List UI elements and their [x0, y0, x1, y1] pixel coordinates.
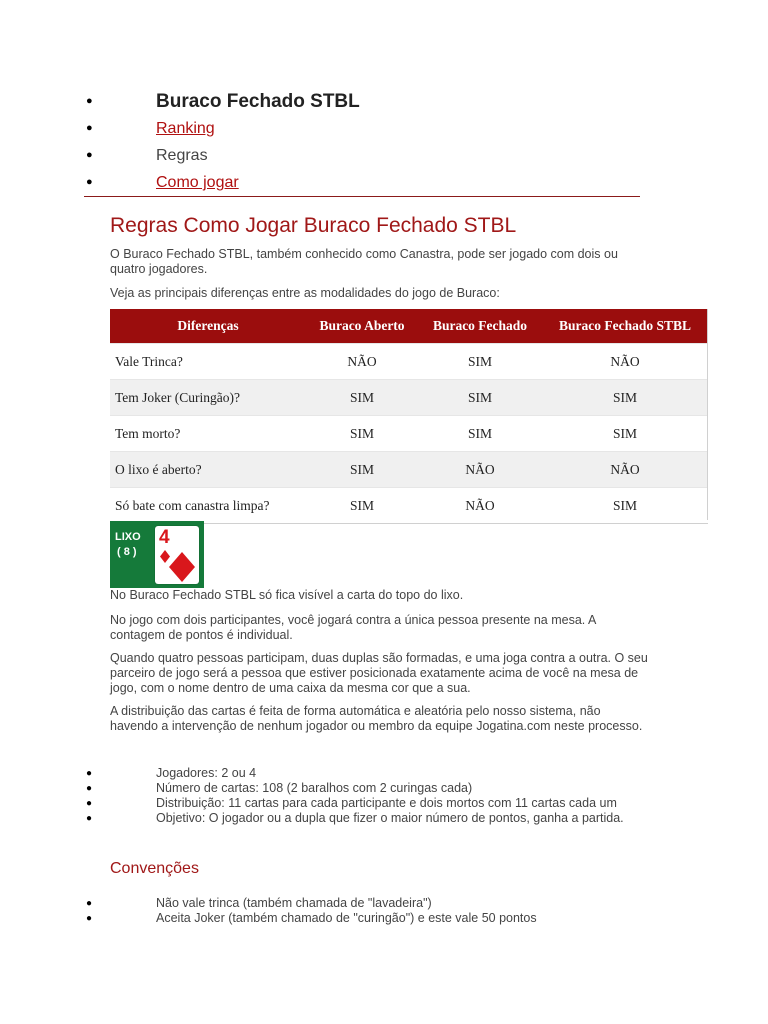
conventions-title: Convenções — [110, 860, 199, 877]
list-item-text: Jogadores: 2 ou 4 — [156, 766, 257, 780]
differences-table — [110, 309, 708, 524]
ranking-link[interactable]: Ranking — [156, 120, 215, 137]
table-header-cell: Buraco Fechado — [418, 309, 542, 344]
bullet-icon: ● — [86, 798, 93, 809]
nav-item-ranking — [84, 115, 640, 142]
list-item-text: Distribuição: 11 cartas para cada participante e dois mortos com 11 cartas cada um — [156, 796, 617, 810]
page-title: Regras Como Jogar Buraco Fechado STBL — [110, 214, 517, 237]
diamond-icon — [169, 552, 195, 582]
nav-item-como-jogar — [84, 169, 640, 196]
list-item — [84, 811, 674, 826]
main-content — [110, 212, 650, 240]
table-cell: SIM — [306, 488, 418, 524]
table-row — [110, 344, 708, 380]
table-header-cell: Diferenças — [110, 309, 306, 344]
table-cell: Tem Joker (Curingão)? — [110, 380, 306, 416]
distribution-paragraph: A distribuição das cartas é feita de forma automática e aleatória pelo nosso sistema, não havendo a intervenção de nenhum jogador ou membro da equipe Jogatina.com neste processo. — [110, 704, 643, 733]
table-cell: Vale Trinca? — [110, 344, 306, 380]
table-row — [110, 488, 708, 524]
two-players-paragraph: No jogo com dois participantes, você jogará contra a única pessoa presente na mesa. A contagem de pontos é individual. — [110, 613, 596, 642]
table-row — [110, 452, 708, 488]
list-item-text: Número de cartas: 108 (2 baralhos com 2 curingas cada) — [156, 781, 473, 795]
table-cell: NÃO — [542, 452, 708, 488]
bullet-icon: ● — [86, 95, 93, 107]
table-cell: SIM — [418, 380, 542, 416]
lixo-count: ( 8 ) — [117, 546, 137, 558]
bullet-icon: ● — [86, 176, 93, 188]
bullet-icon: ● — [86, 783, 93, 794]
table-cell: SIM — [542, 416, 708, 452]
table-cell: SIM — [306, 380, 418, 416]
table-cell: NÃO — [418, 452, 542, 488]
table-cell: O lixo é aberto? — [110, 452, 306, 488]
table-cell: SIM — [418, 344, 542, 380]
bullet-icon: ● — [86, 768, 93, 779]
list-item — [84, 911, 674, 926]
bullet-icon: ● — [86, 913, 93, 924]
list-item — [84, 896, 674, 911]
nav-title: Buraco Fechado STBL — [156, 91, 360, 112]
table-cell: Tem morto? — [110, 416, 306, 452]
lixo-label: LIXO — [115, 531, 141, 543]
table-cell: NÃO — [306, 344, 418, 380]
nav-item-regras — [84, 142, 640, 169]
list-item — [84, 796, 674, 811]
table-cell: SIM — [306, 452, 418, 488]
differences-intro: Veja as principais diferenças entre as modalidades do jogo de Buraco: — [110, 286, 500, 300]
regras-current: Regras — [156, 147, 208, 164]
table-header-cell: Buraco Fechado STBL — [542, 309, 708, 344]
table-cell: SIM — [418, 416, 542, 452]
bullet-icon: ● — [86, 149, 93, 161]
lixo-pile-image — [110, 521, 204, 588]
table-cell: SIM — [542, 488, 708, 524]
table-cell: SIM — [306, 416, 418, 452]
facts-list — [84, 766, 674, 826]
nav-item-title — [84, 88, 640, 115]
card-rank: 4 — [159, 527, 170, 548]
como-jogar-link[interactable]: Como jogar — [156, 174, 239, 191]
table-cell: Só bate com canastra limpa? — [110, 488, 306, 524]
list-item-text: Aceita Joker (também chamado de "curingão") e este vale 50 pontos — [156, 911, 537, 925]
table-cell: NÃO — [542, 344, 708, 380]
nav-divider — [84, 196, 640, 197]
list-item — [84, 766, 674, 781]
bullet-icon: ● — [86, 122, 93, 134]
nav-list — [84, 88, 640, 196]
table-cell: SIM — [542, 380, 708, 416]
bullet-icon: ● — [86, 898, 93, 909]
playing-card — [155, 526, 199, 584]
list-item-text: Não vale trinca (também chamada de "lavadeira") — [156, 896, 432, 910]
lixo-paragraph: No Buraco Fechado STBL só fica visível a carta do topo do lixo. — [110, 588, 464, 602]
four-players-paragraph: Quando quatro pessoas participam, duas duplas são formadas, e uma joga contra a outra. O seu parceiro de jogo será a pessoa que estiver posicionada exatamente acima de você na mesa de jogo, com o nome dentro de uma caixa da mesma cor que a sua. — [110, 651, 648, 695]
list-item — [84, 781, 674, 796]
table-cell: NÃO — [418, 488, 542, 524]
conventions-list — [84, 896, 674, 926]
bullet-icon: ● — [86, 813, 93, 824]
table-header-cell: Buraco Aberto — [306, 309, 418, 344]
table-row — [110, 380, 708, 416]
list-item-text: Objetivo: O jogador ou a dupla que fizer o maior número de pontos, ganha a partida. — [156, 811, 624, 825]
table-row — [110, 416, 708, 452]
intro-paragraph: O Buraco Fechado STBL, também conhecido como Canastra, pode ser jogado com dois ou quatro jogadores. — [110, 247, 618, 276]
table-header-row — [110, 309, 708, 344]
